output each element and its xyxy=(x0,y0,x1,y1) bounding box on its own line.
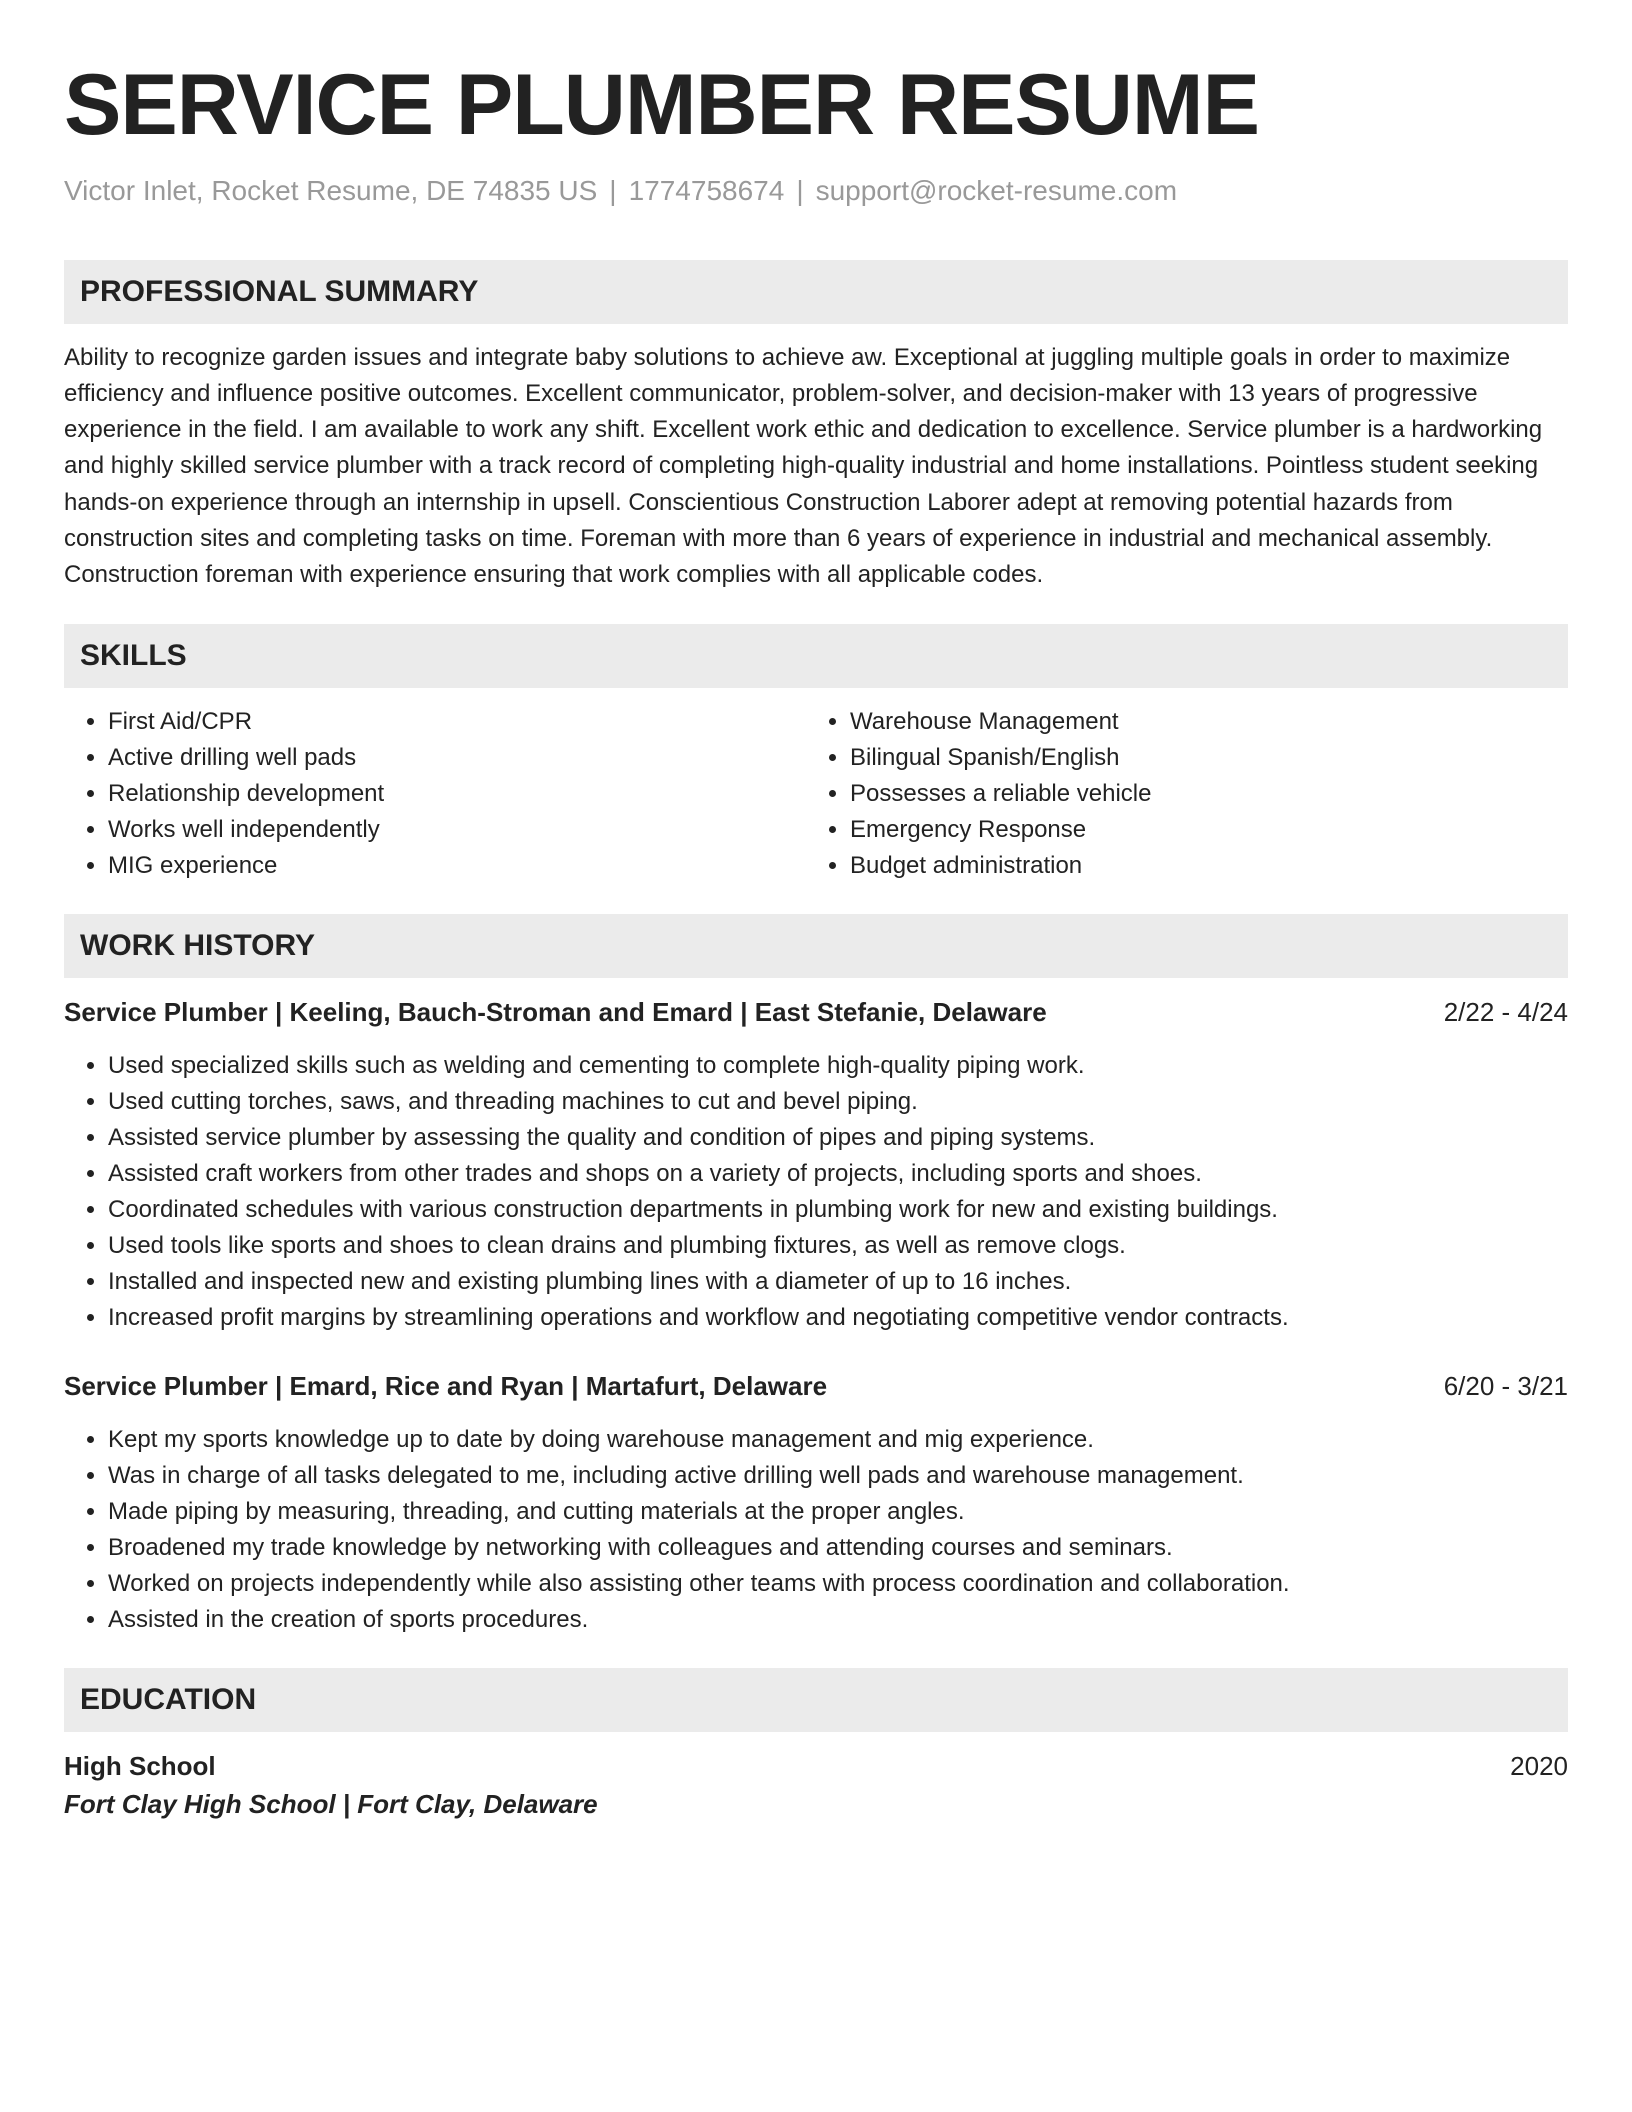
job-bullet: • Assisted craft workers from other trades and shops on a variety of projects, including sports and shoes. xyxy=(108,1156,1568,1192)
job-bullet: • Installed and inspected new and existing plumbing lines with a diameter of up to 16 inches. xyxy=(108,1264,1568,1300)
education-school: Fort Clay High School | Fort Clay, Delaware xyxy=(64,1788,598,1819)
section-heading-skills: SKILLS xyxy=(64,624,1568,688)
contact-separator: | xyxy=(796,175,804,206)
job-bullet: • Broadened my trade knowledge by networking with colleagues and attending courses and seminars. xyxy=(108,1530,1568,1566)
job-dates: 6/20 - 3/21 xyxy=(1443,1370,1568,1401)
job-bullet: • Coordinated schedules with various construction departments in plumbing work for new and existing buildings. xyxy=(108,1192,1568,1228)
skills-column-right xyxy=(806,704,1548,884)
contact-line xyxy=(64,174,1568,208)
education-year: 2020 xyxy=(1510,1750,1568,1781)
job-bullet: • Used specialized skills such as welding and cementing to complete high-quality piping work. xyxy=(108,1048,1568,1084)
job-bullet: • Assisted in the creation of sports procedures. xyxy=(108,1602,1568,1638)
contact-address: Victor Inlet, Rocket Resume, DE 74835 US xyxy=(64,175,598,206)
job-bullets xyxy=(64,1048,1568,1336)
job-bullet: • Made piping by measuring, threading, and cutting materials at the proper angles. xyxy=(108,1494,1568,1530)
skill-item: • First Aid/CPR xyxy=(108,704,806,740)
skill-item: • MIG experience xyxy=(108,848,806,884)
job-dates: 2/22 - 4/24 xyxy=(1443,996,1568,1027)
job-bullet: • Assisted service plumber by assessing the quality and condition of pipes and piping systems. xyxy=(108,1120,1568,1156)
education-header xyxy=(64,1748,1568,1784)
section-heading-work-history: WORK HISTORY xyxy=(64,914,1568,978)
skill-item: • Possesses a reliable vehicle xyxy=(850,776,1548,812)
skill-item: • Active drilling well pads xyxy=(108,740,806,776)
summary-text: Ability to recognize garden issues and integrate baby solutions to achieve aw. Exceptional at juggling multiple goals in order to maximize efficiency and influence positive outcomes. Excellent communicator, problem-solver, and decision-maker with 13 years of progressive experience in the field. I am available to work any shift. Excellent work ethic and dedication to excellence. Service plumber is a hardworking and highly skilled service plumber with a track record of completing high-quality industrial and home installations. Pointless student seeking hands-on experience through an internship in upsell. Conscientious Construction Laborer adept at removing potential hazards from construction sites and completing tasks on time. Foreman with more than 6 years of experience in industrial and mechanical assembly. Construction foreman with experience ensuring that work complies with all applicable codes. xyxy=(64,343,1543,589)
job-bullet: • Increased profit margins by streamlining operations and workflow and negotiating competitive vendor contracts. xyxy=(108,1300,1568,1336)
skill-item: • Bilingual Spanish/English xyxy=(850,740,1548,776)
job-header xyxy=(64,994,1568,1030)
job-bullet: • Kept my sports knowledge up to date by doing warehouse management and mig experience. xyxy=(108,1422,1568,1458)
skill-item: • Budget administration xyxy=(850,848,1548,884)
job-entry xyxy=(64,1368,1568,1638)
job-bullet: • Used tools like sports and shoes to clean drains and plumbing fixtures, as well as remove clogs. xyxy=(108,1228,1568,1264)
section-heading-summary: PROFESSIONAL SUMMARY xyxy=(64,260,1568,324)
contact-separator: | xyxy=(609,175,617,206)
job-entry xyxy=(64,994,1568,1336)
job-bullet: • Worked on projects independently while also assisting other teams with process coordination and collaboration. xyxy=(108,1566,1568,1602)
job-bullet: • Used cutting torches, saws, and threading machines to cut and bevel piping. xyxy=(108,1084,1568,1120)
skill-item: • Works well independently xyxy=(108,812,806,848)
education-entry xyxy=(64,1748,1568,1822)
contact-phone: 1774758674 xyxy=(628,175,785,206)
skills-column-left xyxy=(64,704,806,884)
section-heading-education: EDUCATION xyxy=(64,1668,1568,1732)
education-degree: High School xyxy=(64,1750,216,1781)
skill-item: • Emergency Response xyxy=(850,812,1548,848)
skill-item: • Relationship development xyxy=(108,776,806,812)
resume-page xyxy=(64,56,1568,1822)
job-title: Service Plumber | Emard, Rice and Ryan | Martafurt, Delaware xyxy=(64,1370,828,1401)
job-bullet: • Was in charge of all tasks delegated to me, including active drilling well pads and warehouse management. xyxy=(108,1458,1568,1494)
contact-email: support@rocket-resume.com xyxy=(815,175,1178,206)
job-title: Service Plumber | Keeling, Bauch-Stroman and Emard | East Stefanie, Delaware xyxy=(64,996,1047,1027)
skills-list xyxy=(64,704,1568,884)
job-bullets xyxy=(64,1422,1568,1638)
skill-item: • Warehouse Management xyxy=(850,704,1548,740)
resume-title: SERVICE PLUMBER RESUME xyxy=(64,57,1259,153)
job-header xyxy=(64,1368,1568,1404)
